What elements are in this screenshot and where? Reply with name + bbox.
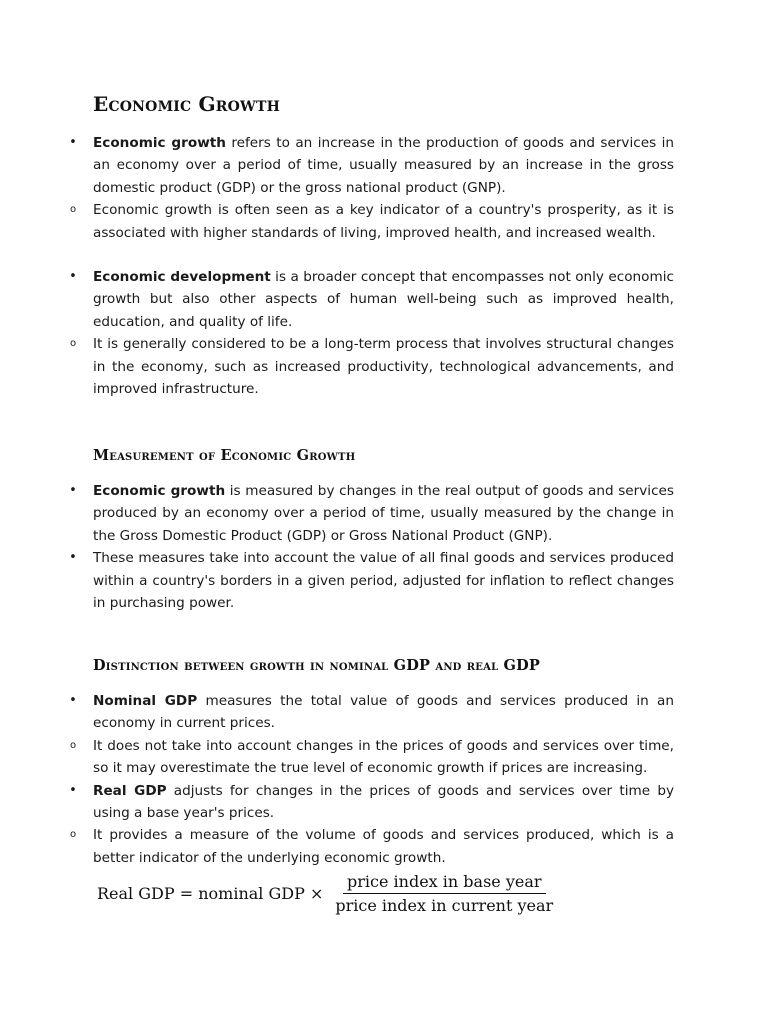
measurement-list xyxy=(69,480,674,614)
item-text: is measured by changes in the real output of goods and services produced by an economy over a period of time, usually measured by the change in the Gross Domestic Product (GDP) or Gross National Product (GNP). xyxy=(93,483,674,544)
list-item xyxy=(69,735,674,780)
item-text: It does not take into account changes in the prices of goods and services over time, so it may overestimate the true level of economic growth if prices are increasing. xyxy=(93,737,674,777)
section-title-economic-growth: Economic Growth xyxy=(93,92,281,116)
bullet-dot: • xyxy=(69,483,77,498)
term-economic-development: Economic development xyxy=(93,269,271,286)
formula-denominator: price index in current year xyxy=(335,896,554,915)
section-title-nominal-vs-real: Distinction between growth in nominal GDP and real GDP xyxy=(93,657,541,674)
formula-fraction xyxy=(331,872,557,915)
item-text: measures the total value of goods and services produced in an economy in current prices. xyxy=(93,693,674,732)
list-item xyxy=(69,333,674,400)
term-nominal-gdp: Nominal GDP xyxy=(93,693,198,709)
term-economic-growth: Economic growth xyxy=(93,135,226,151)
bullet-dot: • xyxy=(69,135,77,150)
bullet-circle: o xyxy=(69,829,77,841)
section-title-measurement: Measurement of Economic Growth xyxy=(93,447,356,464)
economic-growth-list xyxy=(69,132,674,400)
formula-lhs: Real GDP = nominal GDP × xyxy=(97,884,324,903)
bullet-dot: • xyxy=(69,693,77,708)
list-item xyxy=(69,480,674,547)
list-item xyxy=(69,199,674,244)
real-gdp-formula xyxy=(97,872,557,915)
list-item xyxy=(69,824,674,869)
item-text: These measures take into account the value of all final goods and services produced within a country's borders in a given period, adjusted for inflation to reflect changes in purchasing power. xyxy=(93,550,674,612)
item-text: refers to an increase in the production of goods and services in an economy over a period of time, usually measured by an increase in the gross domestic product (GDP) or the gross national product (GNP). xyxy=(93,135,674,196)
term-real-gdp: Real GDP xyxy=(93,782,167,799)
item-text: It is generally considered to be a long-term process that involves structural changes in the economy, such as increased productivity, technological advancements, and improved infrastructure. xyxy=(93,336,674,398)
item-text: Economic growth is often seen as a key indicator of a country's prosperity, as it is associated with higher standards of living, improved health, and increased wealth. xyxy=(93,202,674,241)
list-item xyxy=(69,690,674,735)
bullet-dot: • xyxy=(69,550,77,566)
formula-numerator: price index in base year xyxy=(343,872,546,894)
item-text: It provides a measure of the volume of goods and services produced, which is a better indicator of the underlying economic growth. xyxy=(93,827,674,866)
bullet-circle: o xyxy=(69,338,77,350)
list-item xyxy=(69,266,674,333)
bullet-dot: • xyxy=(69,782,77,798)
item-text: adjusts for changes in the prices of goods and services over time by using a base year's prices. xyxy=(93,782,674,822)
list-item xyxy=(69,780,674,825)
list-item xyxy=(69,132,674,199)
bullet-dot: • xyxy=(69,269,77,285)
bullet-circle: o xyxy=(69,204,77,216)
list-item xyxy=(69,547,674,614)
nominal-real-list xyxy=(69,690,674,869)
term-economic-growth: Economic growth xyxy=(93,483,226,499)
bullet-circle: o xyxy=(69,739,77,751)
item-text: is a broader concept that encompasses not only economic growth but also other aspects of human well-being such as improved health, education, and quality of life. xyxy=(93,269,674,330)
